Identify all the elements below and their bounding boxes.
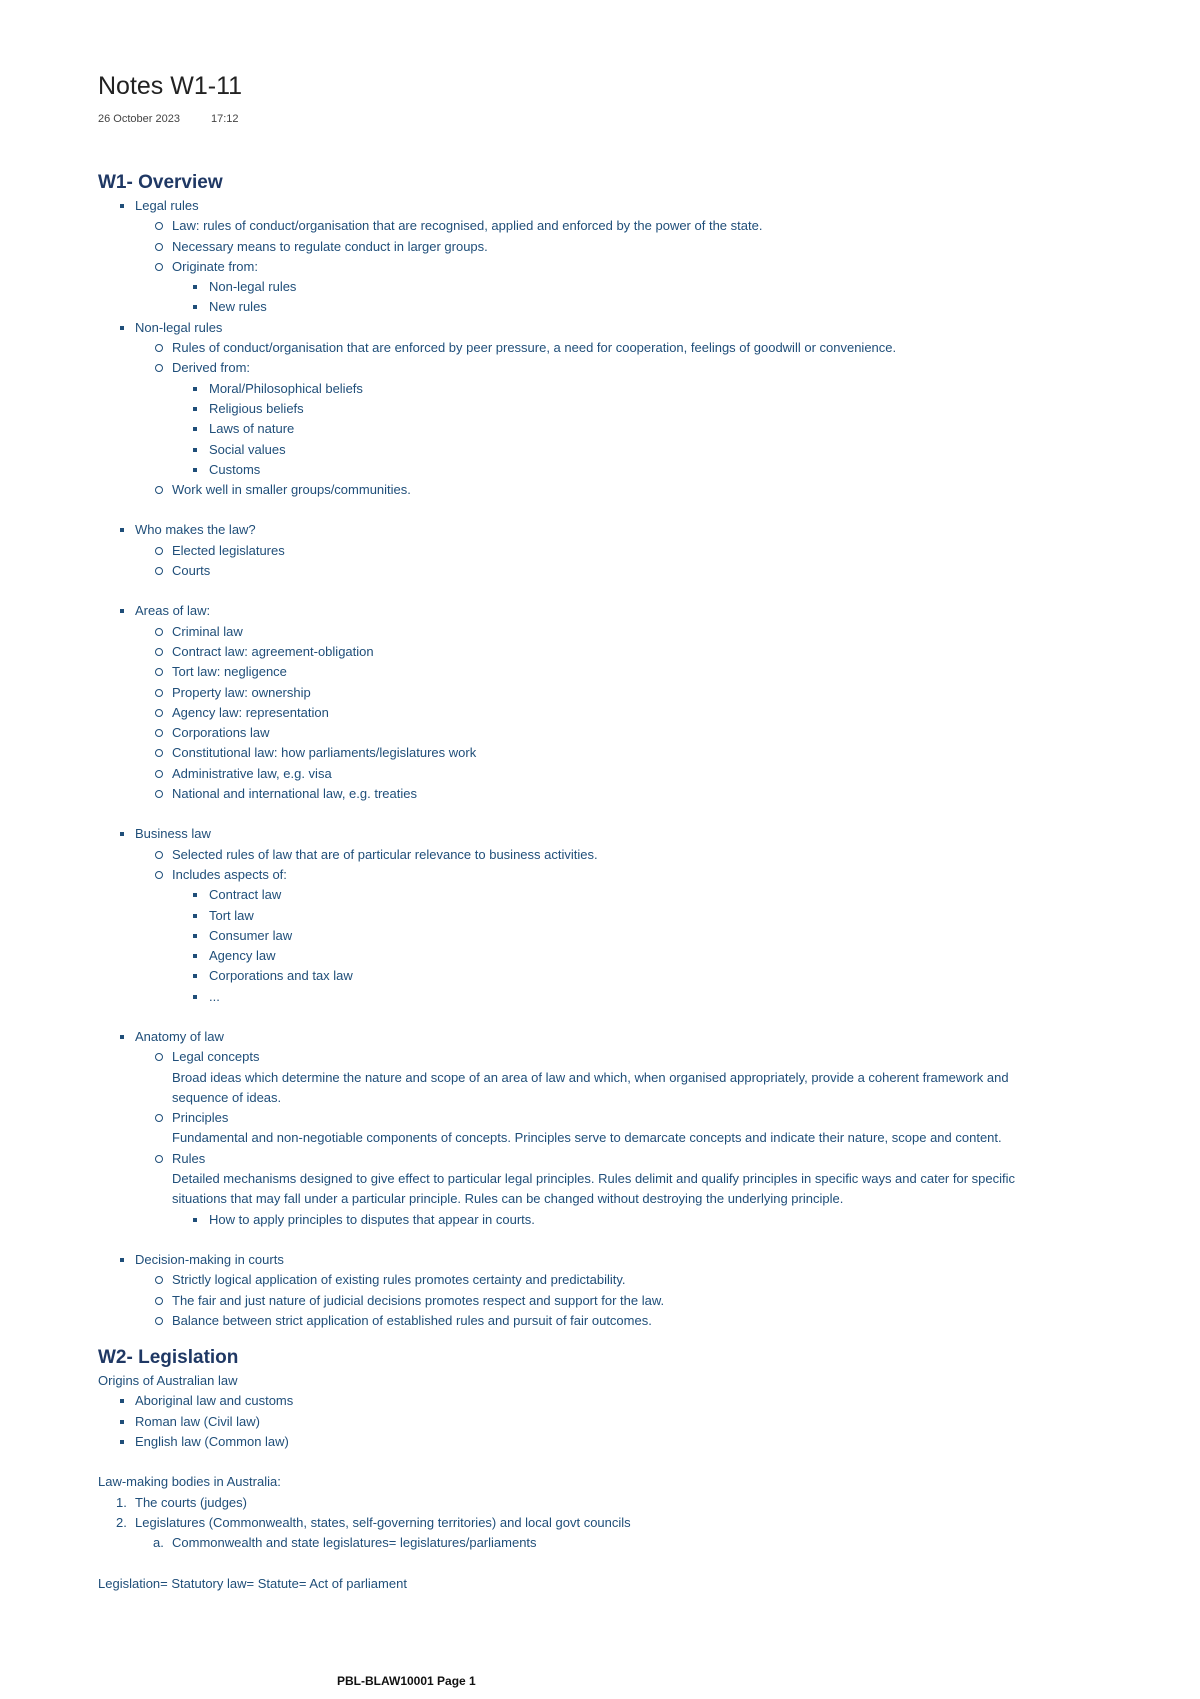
bullet-icon	[193, 427, 197, 431]
list-item: Who makes the law?	[98, 520, 1158, 540]
list-item: Work well in smaller groups/communities.	[98, 480, 1158, 500]
list-item: ...	[98, 987, 1158, 1007]
list-item: Anatomy of law	[98, 1027, 1158, 1047]
bullet-icon	[193, 468, 197, 472]
circle-bullet-icon	[155, 668, 163, 676]
list-item: Social values	[98, 440, 1158, 460]
continuation-text: situations that may fall under a particular principle. Rules can be changed without destroying the underlying principle.	[172, 1191, 844, 1207]
bullet-icon	[193, 448, 197, 452]
list-item: Agency law	[98, 946, 1158, 966]
bodies-list	[98, 1493, 1158, 1554]
circle-bullet-icon	[155, 344, 163, 352]
bullet-icon	[120, 1035, 124, 1039]
note-content	[98, 170, 1158, 1594]
list-item: How to apply principles to disputes that appear in courts.	[98, 1210, 1158, 1230]
list-item: a. Commonwealth and state legislatures= legislatures/parliaments	[153, 1535, 537, 1551]
circle-bullet-icon	[155, 1155, 163, 1163]
list-item: Criminal law	[98, 622, 1158, 642]
circle-bullet-icon	[155, 790, 163, 798]
bullet-icon	[120, 1399, 124, 1403]
list-item: Corporations law	[98, 723, 1158, 743]
bullet-icon	[193, 1218, 197, 1222]
list-item: Rules	[98, 1149, 1158, 1169]
list-item: Balance between strict application of established rules and pursuit of fair outcomes.	[98, 1311, 1158, 1331]
list-item: Administrative law, e.g. visa	[98, 764, 1158, 784]
list-item: Legal rules	[98, 196, 1158, 216]
circle-bullet-icon	[155, 749, 163, 757]
bodies-label: Law-making bodies in Australia:	[98, 1474, 281, 1490]
bullet-icon	[120, 204, 124, 208]
list-item: Derived from:	[98, 358, 1158, 378]
circle-bullet-icon	[155, 263, 163, 271]
list-item: Tort law: negligence	[98, 662, 1158, 682]
spacer	[98, 1331, 1158, 1345]
list-item: Property law: ownership	[98, 683, 1158, 703]
circle-bullet-icon	[155, 567, 163, 575]
spacer	[98, 1007, 1158, 1027]
bullet-icon	[193, 995, 197, 999]
list-item: Includes aspects of:	[98, 865, 1158, 885]
list-item: Religious beliefs	[98, 399, 1158, 419]
bullet-icon	[193, 285, 197, 289]
list-item: National and international law, e.g. treaties	[98, 784, 1158, 804]
continuation-text: Detailed mechanisms designed to give effect to particular legal principles. Rules delimit and qualify principles in specific ways and cater for specific	[172, 1171, 1016, 1187]
continuation-text: Fundamental and non-negotiable components of concepts. Principles serve to demarcate concepts and indicate their nature, scope and content.	[172, 1130, 1002, 1146]
anatomy-list-3	[98, 1149, 1158, 1169]
origins-list	[98, 1391, 1158, 1452]
bullet-icon	[193, 954, 197, 958]
page-meta	[98, 113, 267, 125]
list-item: Agency law: representation	[98, 703, 1158, 723]
list-item: 1. The courts (judges)	[116, 1494, 247, 1510]
bullet-icon	[193, 305, 197, 309]
circle-bullet-icon	[155, 364, 163, 372]
list-item: Constitutional law: how parliaments/legislatures work	[98, 743, 1158, 763]
list-item: The fair and just nature of judicial decisions promotes respect and support for the law.	[98, 1291, 1158, 1311]
bullet-icon	[120, 1420, 124, 1424]
page-title: Notes W1-11	[98, 72, 243, 100]
list-item: Law: rules of conduct/organisation that are recognised, applied and enforced by the power of the state.	[98, 216, 1158, 236]
list-item: English law (Common law)	[98, 1432, 1158, 1452]
list-item: Laws of nature	[98, 419, 1158, 439]
bullet-icon	[120, 528, 124, 532]
anatomy-list	[98, 1027, 1158, 1068]
circle-bullet-icon	[155, 1297, 163, 1305]
circle-bullet-icon	[155, 1317, 163, 1325]
list-item: Contract law: agreement-obligation	[98, 642, 1158, 662]
legislation-definition: Legislation= Statutory law= Statute= Act of parliament	[98, 1575, 407, 1591]
bullet-icon	[120, 1440, 124, 1444]
circle-bullet-icon	[155, 648, 163, 656]
list-item: Decision-making in courts	[98, 1250, 1158, 1270]
circle-bullet-icon	[155, 547, 163, 555]
circle-bullet-icon	[155, 1114, 163, 1122]
list-item: 2. Legislatures (Commonwealth, states, self-governing territories) and local govt councils	[116, 1514, 631, 1530]
circle-bullet-icon	[155, 243, 163, 251]
anatomy-list-2	[98, 1108, 1158, 1128]
section-heading-w2: W2- Legislation	[98, 1347, 239, 1369]
section-heading-w1: W1- Overview	[98, 172, 223, 193]
list-item: Courts	[98, 561, 1158, 581]
bullet-icon	[120, 326, 124, 330]
list-item: Moral/Philosophical beliefs	[98, 379, 1158, 399]
list-item: Selected rules of law that are of particular relevance to business activities.	[98, 845, 1158, 865]
spacer	[98, 1452, 1158, 1472]
list-item: Roman law (Civil law)	[98, 1412, 1158, 1432]
spacer	[98, 804, 1158, 824]
list-item: Non-legal rules	[98, 277, 1158, 297]
page-time: 17:12	[211, 113, 239, 125]
list-item: Legal concepts	[98, 1047, 1158, 1067]
list-item: Strictly logical application of existing rules promotes certainty and predictability.	[98, 1270, 1158, 1290]
spacer	[98, 500, 1158, 520]
bullet-icon	[193, 407, 197, 411]
bullet-icon	[120, 832, 124, 836]
continuation-text: sequence of ideas.	[172, 1089, 282, 1105]
bullet-icon	[193, 893, 197, 897]
areas-list	[98, 601, 1158, 804]
circle-bullet-icon	[155, 486, 163, 494]
anatomy-list-4	[98, 1210, 1158, 1230]
circle-bullet-icon	[155, 628, 163, 636]
list-item: Principles	[98, 1108, 1158, 1128]
bullet-icon	[120, 609, 124, 613]
list-item: Corporations and tax law	[98, 966, 1158, 986]
circle-bullet-icon	[155, 729, 163, 737]
list-item: Contract law	[98, 885, 1158, 905]
circle-bullet-icon	[155, 770, 163, 778]
page-date: 26 October 2023	[98, 113, 180, 125]
continuation-text: Broad ideas which determine the nature and scope of an area of law and which, when organised appropriately, provide a coherent framework and	[172, 1069, 1009, 1085]
decision-list	[98, 1250, 1158, 1331]
spacer	[98, 1554, 1158, 1574]
spacer	[98, 1230, 1158, 1250]
circle-bullet-icon	[155, 709, 163, 717]
list-item: Areas of law:	[98, 601, 1158, 621]
circle-bullet-icon	[155, 1276, 163, 1284]
list-item: New rules	[98, 297, 1158, 317]
bullet-icon	[193, 934, 197, 938]
list-item: Necessary means to regulate conduct in larger groups.	[98, 237, 1158, 257]
bullet-icon	[120, 1258, 124, 1262]
who-list	[98, 520, 1158, 581]
business-list	[98, 824, 1158, 1007]
spacer	[98, 581, 1158, 601]
list-item: Aboriginal law and customs	[98, 1391, 1158, 1411]
bullet-icon	[193, 974, 197, 978]
list-item: Customs	[98, 460, 1158, 480]
bullet-icon	[193, 387, 197, 391]
w1-list	[98, 196, 1158, 500]
list-item: Non-legal rules	[98, 318, 1158, 338]
circle-bullet-icon	[155, 871, 163, 879]
list-item: Business law	[98, 824, 1158, 844]
list-item: Tort law	[98, 906, 1158, 926]
circle-bullet-icon	[155, 689, 163, 697]
circle-bullet-icon	[155, 851, 163, 859]
circle-bullet-icon	[155, 1053, 163, 1061]
circle-bullet-icon	[155, 222, 163, 230]
list-item: Originate from:	[98, 257, 1158, 277]
list-item: Consumer law	[98, 926, 1158, 946]
list-item: Elected legislatures	[98, 541, 1158, 561]
bullet-icon	[193, 914, 197, 918]
list-item: Rules of conduct/organisation that are enforced by peer pressure, a need for cooperation, feelings of goodwill or convenience.	[98, 338, 1158, 358]
page-footer: PBL-BLAW10001 Page 1	[337, 1674, 476, 1688]
origins-label: Origins of Australian law	[98, 1373, 238, 1389]
